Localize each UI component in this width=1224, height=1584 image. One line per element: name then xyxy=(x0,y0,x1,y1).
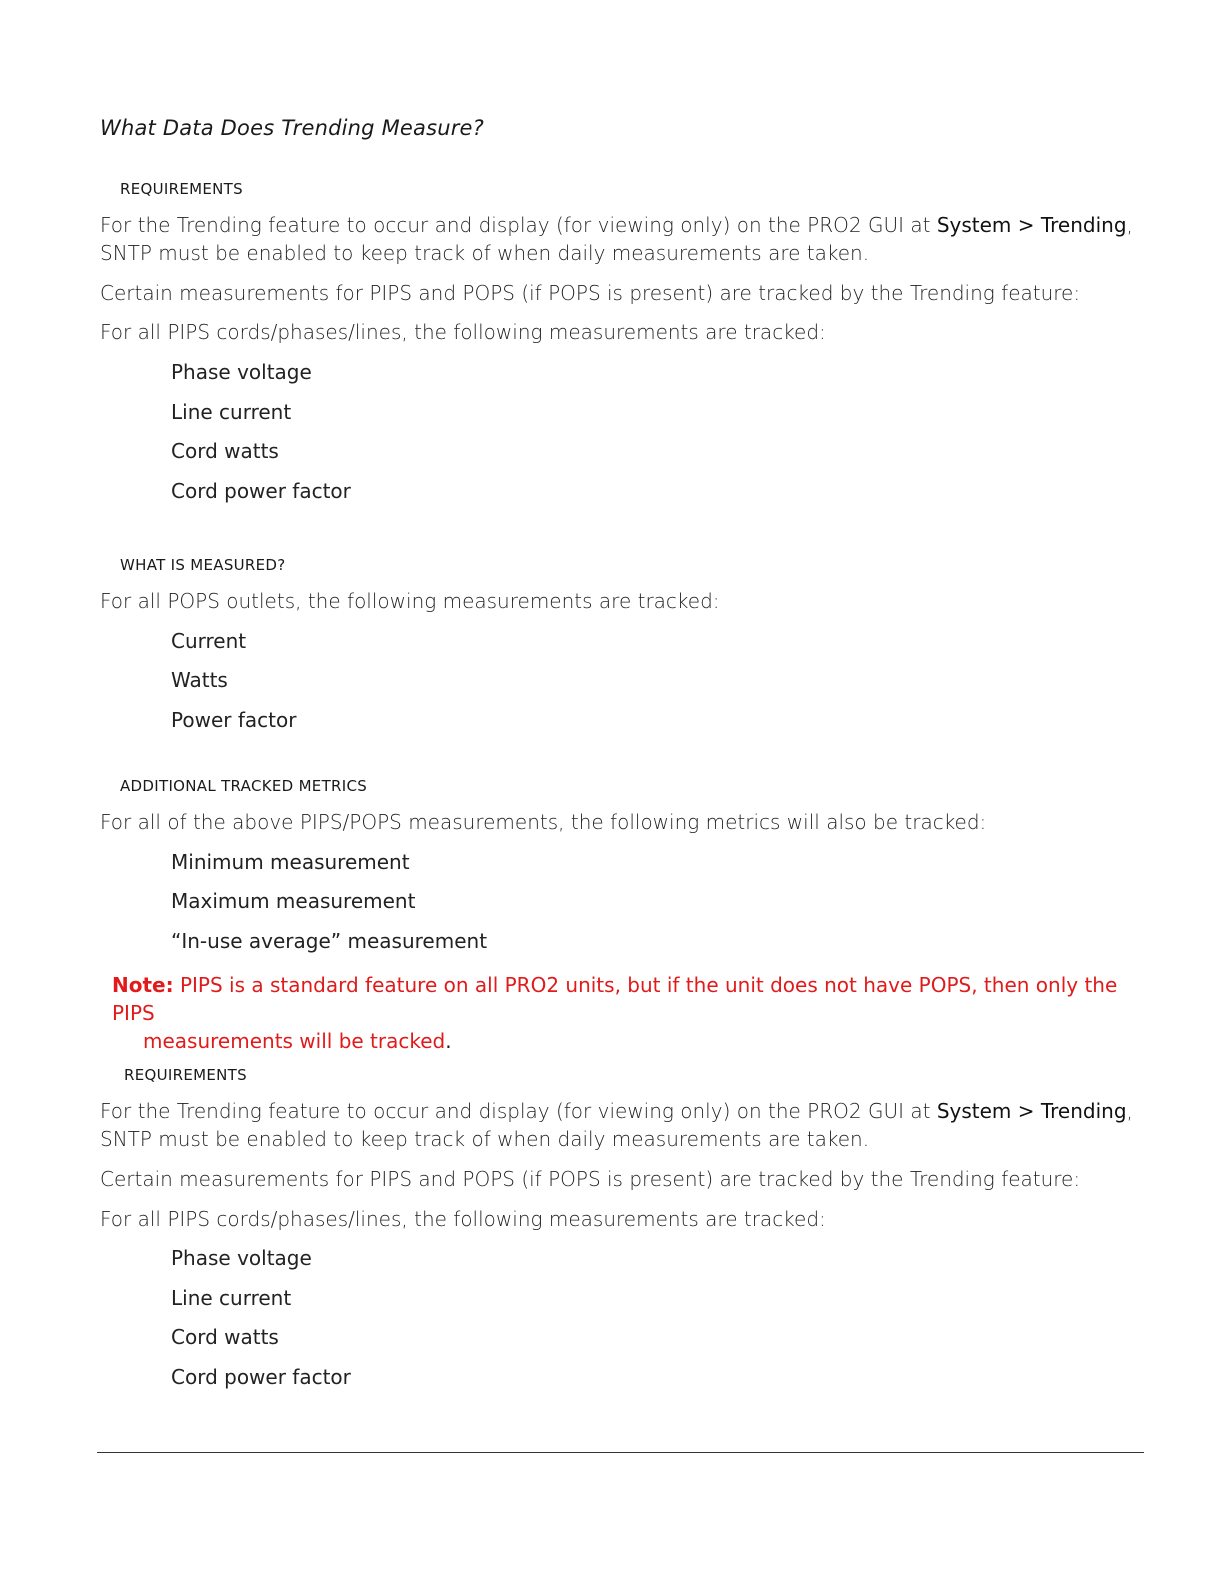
menu-path: System > Trending xyxy=(936,213,1127,237)
requirements-paragraph xyxy=(100,1097,1140,1153)
paragraph-text: SNTP must be enabled to keep track of when daily measurements are taken. xyxy=(100,1127,870,1151)
measurements-intro: Certain measurements for PIPS and POPS (if POPS is present) are tracked by the Trending feature: xyxy=(100,281,1081,305)
note-period: . xyxy=(445,1029,452,1053)
section-heading-requirements: REQUIREMENTS xyxy=(120,180,243,198)
list-item: Phase voltage xyxy=(171,1246,312,1270)
measurements-intro: Certain measurements for PIPS and POPS (if POPS is present) are tracked by the Trending feature: xyxy=(100,1167,1081,1191)
list-item: Line current xyxy=(171,400,292,424)
list-item: Minimum measurement xyxy=(171,850,410,874)
pips-intro: For all PIPS cords/phases/lines, the following measurements are tracked: xyxy=(100,1207,826,1231)
paragraph-text: For the Trending feature to occur and display (for viewing only) on the PRO2 GUI at xyxy=(100,213,937,237)
pops-intro: For all POPS outlets, the following measurements are tracked: xyxy=(100,589,720,613)
paragraph-text: SNTP must be enabled to keep track of when daily measurements are taken. xyxy=(100,241,870,265)
note-text: measurements will be tracked xyxy=(143,1029,446,1053)
list-item: Cord watts xyxy=(171,1325,279,1349)
list-item: Phase voltage xyxy=(171,360,312,384)
list-item: Cord power factor xyxy=(171,1365,351,1389)
footer-divider xyxy=(97,1452,1144,1453)
list-item: Watts xyxy=(171,668,228,692)
menu-path: System > Trending xyxy=(936,1099,1127,1123)
note-callout xyxy=(112,971,1142,1055)
section-heading-what-is-measured: WHAT IS MEASURED? xyxy=(120,556,286,574)
note-label: Note: xyxy=(112,973,174,997)
requirements-paragraph xyxy=(100,211,1140,267)
list-item: Cord watts xyxy=(171,439,279,463)
list-item: Current xyxy=(171,629,247,653)
metrics-intro: For all of the above PIPS/POPS measurements, the following metrics will also be tracked: xyxy=(100,810,987,834)
pips-intro: For all PIPS cords/phases/lines, the following measurements are tracked: xyxy=(100,320,826,344)
list-item: Maximum measurement xyxy=(171,889,416,913)
list-item: Cord power factor xyxy=(171,479,351,503)
note-text: PIPS is a standard feature on all PRO2 units, but if the unit does not have POPS, then only the PIPS xyxy=(112,973,1118,1025)
paragraph-text: For the Trending feature to occur and display (for viewing only) on the PRO2 GUI at xyxy=(100,1099,937,1123)
list-item: Line current xyxy=(171,1286,292,1310)
paragraph-comma: , xyxy=(1126,1099,1133,1123)
section-heading-additional-metrics: ADDITIONAL TRACKED METRICS xyxy=(120,777,368,795)
page-title: What Data Does Trending Measure? xyxy=(100,116,485,140)
list-item: “In-use average” measurement xyxy=(171,929,488,953)
section-heading-requirements: REQUIREMENTS xyxy=(124,1066,247,1084)
paragraph-comma: , xyxy=(1126,213,1133,237)
list-item: Power factor xyxy=(171,708,297,732)
